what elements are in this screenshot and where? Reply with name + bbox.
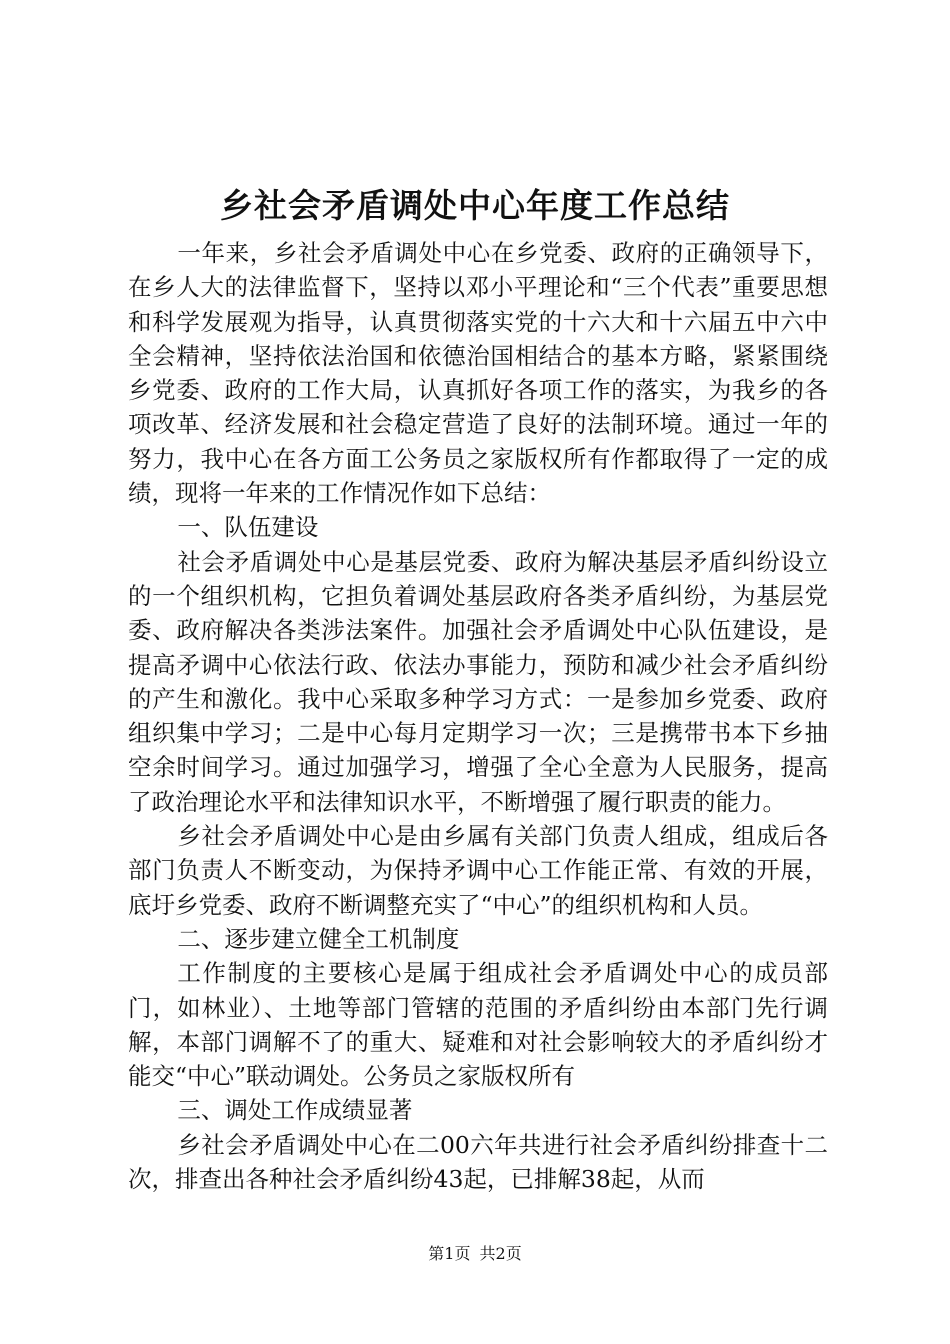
section-heading-results: 三、调处工作成绩显著 — [177, 1096, 413, 1125]
section-heading-system: 二、逐步建立健全工机制度 — [177, 924, 460, 953]
paragraph-system: 工作制度的主要核心是属于组成社会矛盾调处中心的成员部门，如林业）、土地等部门管辖的范围的矛盾纠纷由本部门先行调解，本部门调解不了的重大、疑难和对社会影响较大的矛盾纠纷才能交“中心”联动调处。公务员之家版权所有 — [128, 959, 828, 1091]
page-total: 共2页 — [479, 1244, 522, 1263]
page-footer — [0, 1244, 950, 1264]
section-heading-team: 一、队伍建设 — [177, 513, 319, 542]
paragraph-results: 乡社会矛盾调处中心在二00六年共进行社会矛盾纠纷排查十二次，排查出各种社会矛盾纠纷43起，已排解38起，从而 — [128, 1130, 828, 1194]
paragraph-team-building: 社会矛盾调处中心是基层党委、政府为解决基层矛盾纠纷设立的一个组织机构，它担负着调处基层政府各类矛盾纠纷，为基层党委、政府解决各类涉法案件。加强社会矛盾调处中心队伍建设，是提高矛调中心依法行政、依法办事能力，预防和减少社会矛盾纠纷的产生和激化。我中心采取多种学习方式：一是参加乡党委、政府组织集中学习；二是中心每月定期学习一次；三是携带书本下乡抽空余时间学习。通过加强学习，增强了全心全意为人民服务，提高了政治理论水平和法律知识水平，不断增强了履行职责的能力。 — [128, 547, 828, 816]
document-body — [128, 236, 828, 1196]
paragraph-team-members: 乡社会矛盾调处中心是由乡属有关部门负责人组成，组成后各部门负责人不断变动，为保持矛调中心工作能正常、有效的开展，底圩乡党委、政府不断调整充实了“中心”的组织机构和人员。 — [128, 822, 828, 919]
paragraph-intro: 一年来，乡社会矛盾调处中心在乡党委、政府的正确领导下，在乡人大的法律监督下，坚持以邓小平理论和“三个代表”重要思想和科学发展观为指导，认真贯彻落实党的十六大和十六届五中六中全会精神，坚持依法治国和依德治国相结合的基本方略，紧紧围绕乡党委、政府的工作大局，认真抓好各项工作的落实，为我乡的各项改革、经济发展和社会稳定营造了良好的法制环境。通过一年的努力，我中心在各方面工公务员之家版权所有作都取得了一定的成绩，现将一年来的工作情况作如下总结： — [128, 239, 828, 508]
page-title: 乡社会矛盾调处中心年度工作总结 — [220, 186, 730, 225]
page-number: 第1页 — [428, 1244, 471, 1263]
